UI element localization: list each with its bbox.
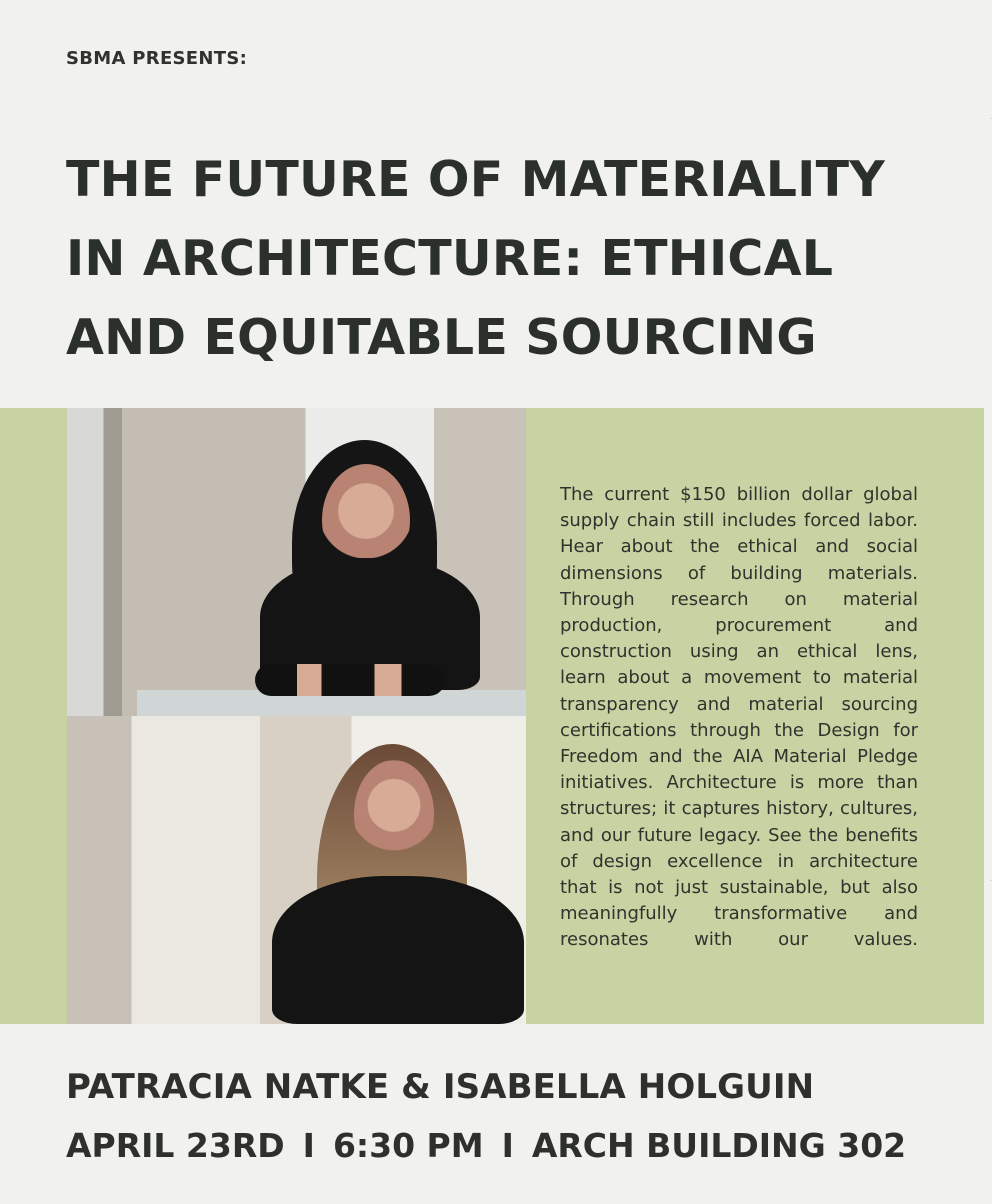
- speaker-photo-bottom: [67, 716, 526, 1024]
- event-details: [66, 1122, 906, 1170]
- separator-2: I: [501, 1126, 514, 1165]
- event-location: ARCH BUILDING 302: [531, 1126, 907, 1165]
- title-line-1: THE FUTURE OF MATERIALITY: [66, 151, 885, 208]
- presenter-kicker: SBMA PRESENTS:: [66, 48, 248, 69]
- event-description: The current $150 billion dollar global supply chain still includes forced labor. Hear about the ethical and social dimensions of building materials. Through research on material production, procurement and construction using an ethical lens, learn about a movement to material transparency and material sourcing certifications through the Design for Freedom and the AIA Material Pledge initiatives. Architecture is more than structures; it captures history, cultures, and our future legacy. See the benefits of design excellence in architecture that is not just sustainable, but also meaningfully transformative and resonates with our values.: [560, 484, 918, 951]
- event-time: 6:30 PM: [332, 1126, 484, 1165]
- speaker-jacket: [272, 876, 524, 1024]
- event-title: [66, 140, 946, 377]
- speaker-arms: [255, 664, 445, 696]
- speaker-face: [354, 760, 434, 868]
- speaker-names: PATRACIA NATKE & ISABELLA HOLGUIN: [66, 1067, 815, 1107]
- event-date: APRIL 23RD: [66, 1126, 285, 1165]
- separator-1: I: [302, 1126, 315, 1165]
- title-line-2: IN ARCHITECTURE: ETHICAL: [66, 230, 834, 287]
- speaker-photo-top: [67, 408, 526, 716]
- title-line-3: AND EQUITABLE SOURCING: [66, 309, 817, 366]
